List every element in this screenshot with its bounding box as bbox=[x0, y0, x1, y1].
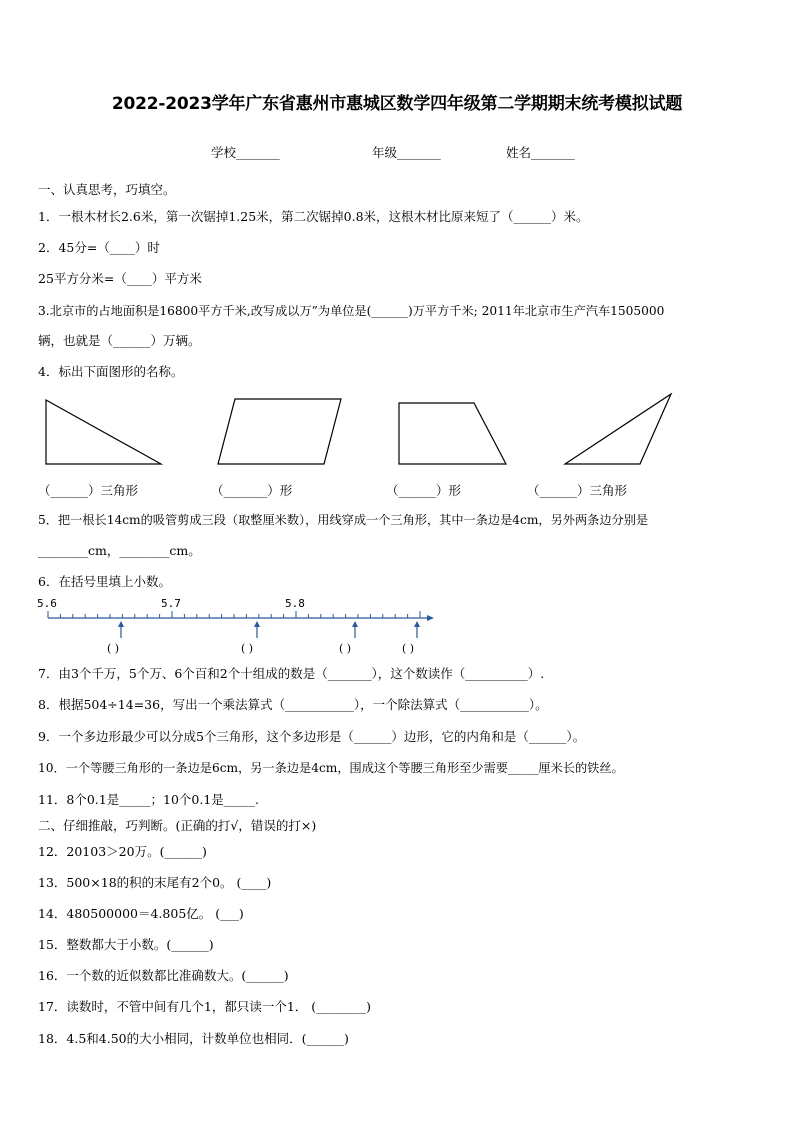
question-7: 7．由3个千万，5个万、6个百和2个十组成的数是（_______），这个数读作（__________）. bbox=[38, 666, 545, 681]
question-8: 8．根据504÷14=36，写出一个乘法算式（___________），一个除法算式（___________）。 bbox=[38, 697, 548, 712]
question-11: 11．8个0.1是_____；10个0.1是_____. bbox=[38, 792, 259, 807]
question-17: 17．读数时，不管中间有几个1，都只读一个1． (________) bbox=[38, 999, 372, 1014]
question-12: 12．20103＞20万。(______) bbox=[38, 844, 207, 859]
question-2b: 25平方分米=（____）平方米 bbox=[38, 271, 202, 286]
question-9: 9．一个多边形最少可以分成5个三角形，这个多边形是（______）边形，它的内角和是（______）。 bbox=[38, 729, 586, 744]
question-3a: 3.北京市的占地面积是16800平方千米,改写成以万”为单位是(______)万平方千米; 2011年北京市生产汽车1505000 bbox=[38, 304, 665, 318]
question-5a: 5．把一根长14cm的吸管剪成三段（取整厘米数），用线穿成一个三角形，其中一条边是4cm，另外两条边分别是 bbox=[38, 513, 649, 527]
question-6: 6．在括号里填上小数。 bbox=[38, 574, 171, 589]
number-line-label-5-8: 5.8 bbox=[285, 597, 305, 610]
school-field[interactable]: 学校_______ bbox=[211, 145, 280, 160]
question-13: 13．500×18的积的末尾有2个0。 (____) bbox=[38, 875, 272, 890]
question-14: 14．480500000＝4.805亿。 (___) bbox=[38, 906, 244, 921]
question-4: 4．标出下面图形的名称。 bbox=[38, 364, 184, 379]
question-3b: 辆，也就是（______）万辆。 bbox=[38, 333, 201, 348]
number-line-label-5-7: 5.7 bbox=[161, 597, 181, 610]
number-line-arrowhead bbox=[427, 615, 434, 621]
number-line-blank-2[interactable]: ( ) bbox=[241, 642, 254, 655]
question-1: 1．一根木材长2.6米，第一次锯掉1.25米，第二次锯掉0.8米，这根木材比原来短了（______）米。 bbox=[38, 209, 589, 224]
shape-caption-1: （______）三角形 bbox=[38, 483, 139, 498]
question-16: 16．一个数的近似数都比准确数大。(______) bbox=[38, 968, 289, 983]
section-2-heading: 二、仔细推敲，巧判断。(正确的打√，错误的打×) bbox=[38, 818, 317, 833]
number-line-blank-4[interactable]: ( ) bbox=[402, 642, 415, 655]
shape-caption-3: （______）形 bbox=[386, 483, 462, 498]
shape-caption-2: （_______）形 bbox=[211, 483, 293, 498]
number-line-blank-3[interactable]: ( ) bbox=[339, 642, 352, 655]
number-line-pointer-head bbox=[352, 621, 358, 627]
question-2a: 2．45分=（____）时 bbox=[38, 240, 160, 255]
question-15: 15．整数都大于小数。(______) bbox=[38, 937, 214, 952]
number-line-pointer-head bbox=[254, 621, 260, 627]
grade-field[interactable]: 年级_______ bbox=[372, 145, 441, 160]
number-line-label-5-6: 5.6 bbox=[37, 597, 57, 610]
question-5b: ________cm，________cm。 bbox=[38, 543, 201, 558]
number-line-blank-1[interactable]: ( ) bbox=[107, 642, 120, 655]
number-line-pointer-head bbox=[118, 621, 124, 627]
question-18: 18．4.5和4.50的大小相同，计数单位也相同．(______) bbox=[38, 1031, 349, 1046]
name-field[interactable]: 姓名_______ bbox=[506, 145, 575, 160]
section-1-heading: 一、认真思考，巧填空。 bbox=[38, 182, 176, 197]
question-10: 10．一个等腰三角形的一条边是6cm，另一条边是4cm，围成这个等腰三角形至少需要_____厘米长的铁丝。 bbox=[38, 761, 624, 775]
page-title: 2022-2023学年广东省惠州市惠城区数学四年级第二学期期末统考模拟试题 bbox=[111, 94, 683, 114]
shape-caption-4: （______）三角形 bbox=[527, 483, 628, 498]
number-line-pointer-head bbox=[414, 621, 420, 627]
